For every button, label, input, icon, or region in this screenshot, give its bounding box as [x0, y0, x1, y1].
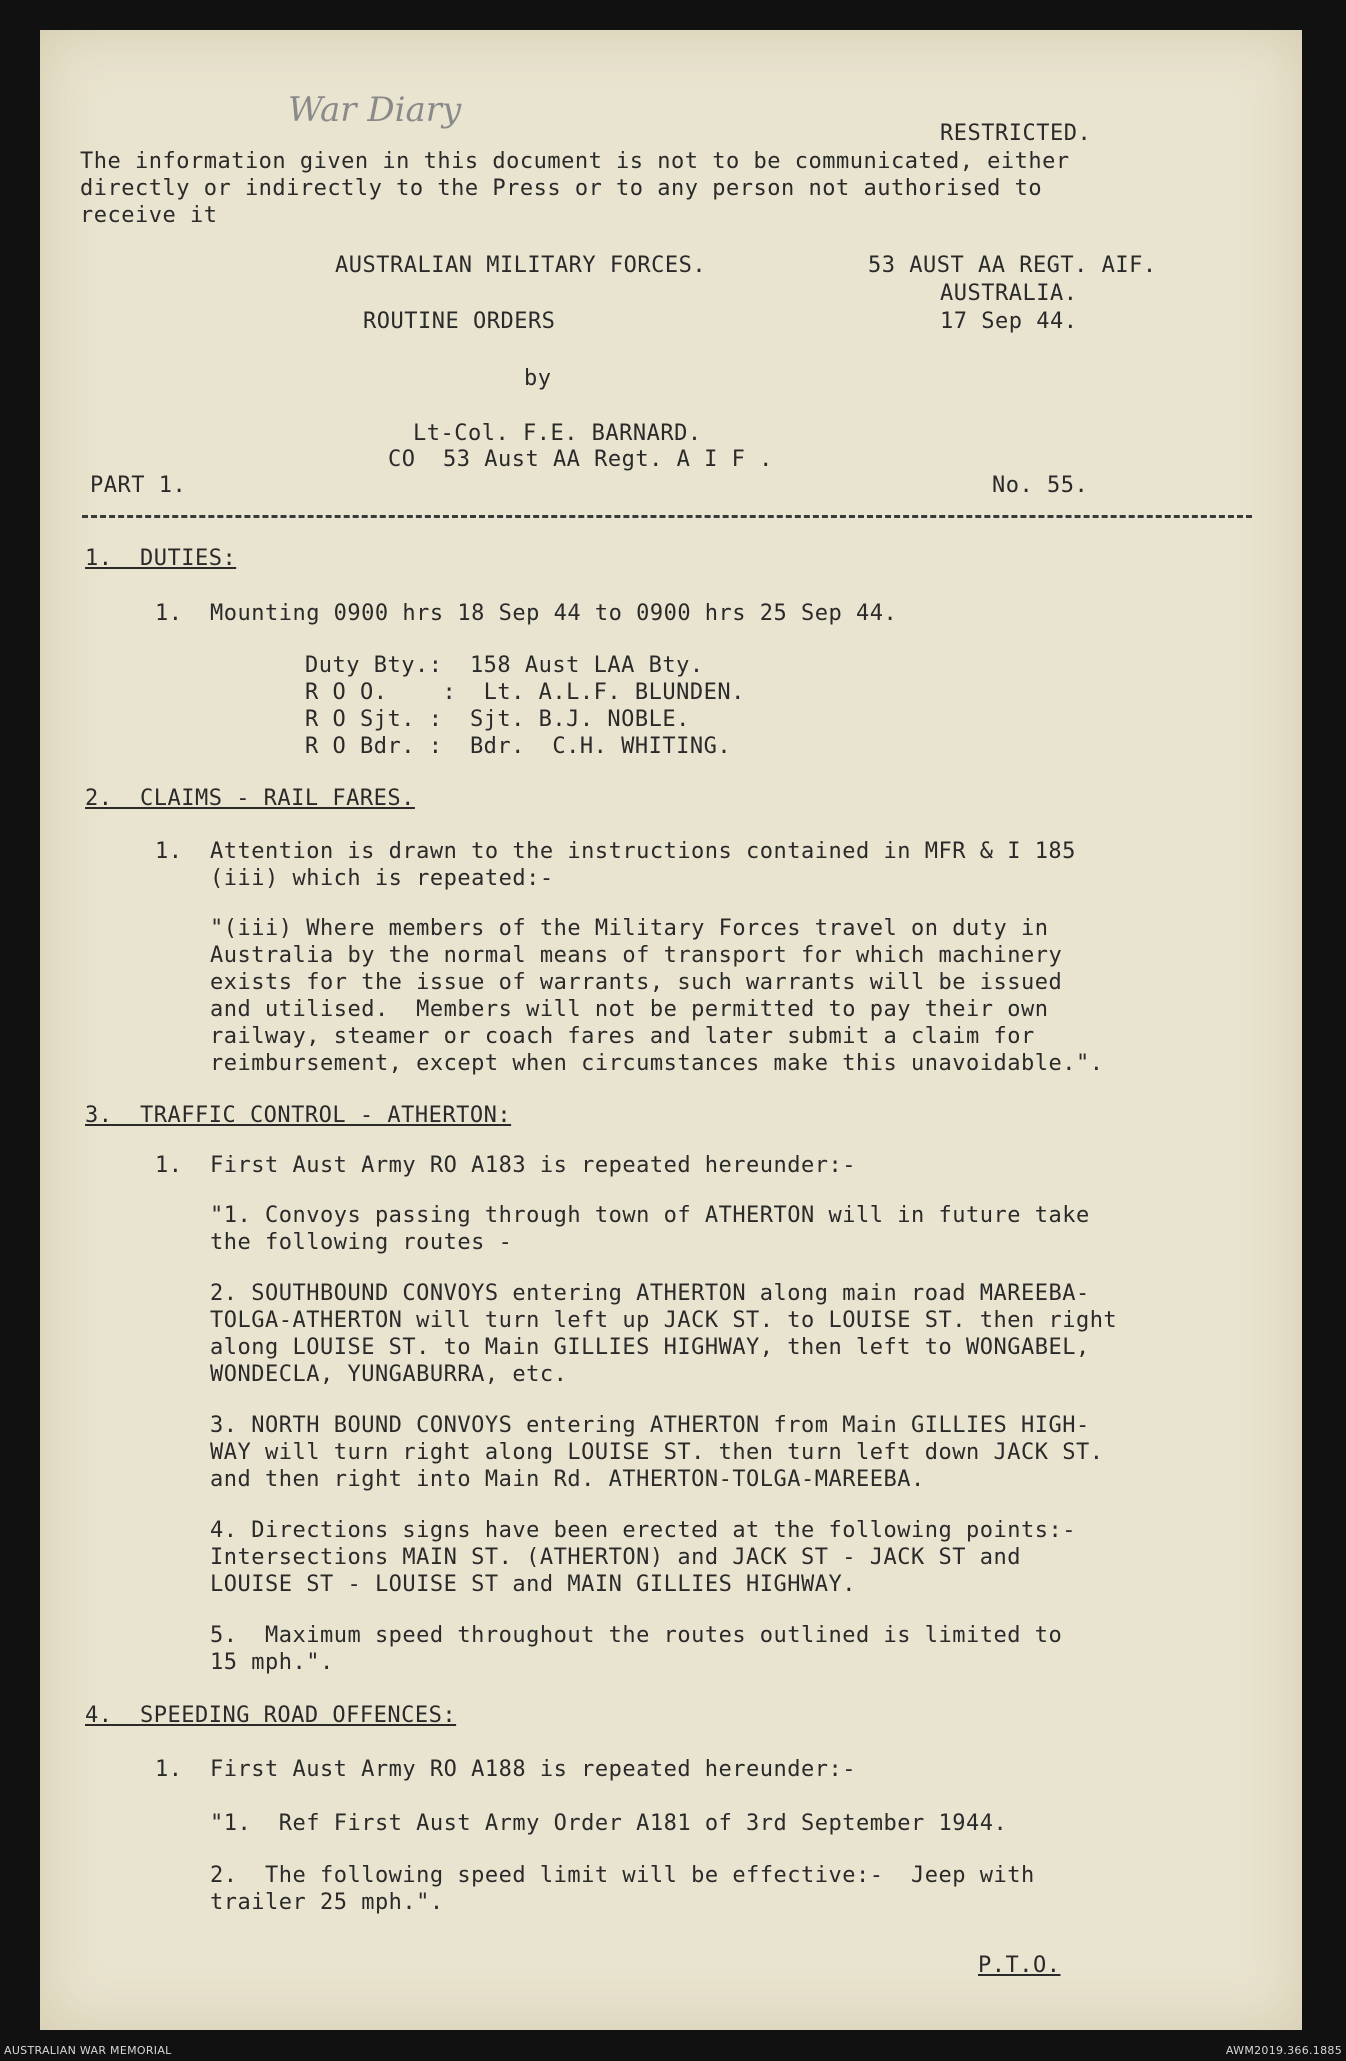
unit-name: 53 AUST AA REGT. AIF.: [868, 253, 1157, 278]
document-page: [40, 30, 1302, 2030]
duty-line: R O O. : Lt. A.L.F. BLUNDEN.: [305, 680, 745, 705]
section-item: 1. First Aust Army RO A188 is repeated hereunder:-: [155, 1757, 857, 1782]
quote-line: railway, steamer or coach fares and later submit a claim for: [210, 1024, 1035, 1049]
security-notice-line: receive it: [80, 203, 218, 228]
order-paragraph-line: "1. Convoys passing through town of ATHERTON will in future take: [210, 1203, 1090, 1228]
section-item: 1. First Aust Army RO A183 is repeated hereunder:-: [155, 1153, 857, 1178]
security-notice-line: The information given in this document is not to be communicated, either: [80, 149, 1070, 174]
section-item: 1. Mounting 0900 hrs 18 Sep 44 to 0900 hrs 25 Sep 44.: [155, 601, 898, 626]
order-paragraph-line: 4. Directions signs have been erected at the following points:-: [210, 1518, 1076, 1543]
duty-line: R O Bdr. : Bdr. C.H. WHITING.: [305, 734, 732, 759]
officer-role: CO 53 Aust AA Regt. A I F .: [388, 447, 773, 472]
order-paragraph-line: along LOUISE ST. to Main GILLIES HIGHWAY, then left to WONGABEL,: [210, 1335, 1090, 1360]
section-heading: 4. SPEEDING ROAD OFFENCES:: [85, 1703, 457, 1728]
location: AUSTRALIA.: [940, 281, 1078, 306]
section-heading: 3. TRAFFIC CONTROL - ATHERTON:: [85, 1103, 512, 1128]
document-title: ROUTINE ORDERS: [363, 309, 556, 334]
order-paragraph-line: 2. SOUTHBOUND CONVOYS entering ATHERTON along main road MAREEBA-: [210, 1281, 1090, 1306]
quote-line: "(iii) Where members of the Military Forces travel on duty in: [210, 916, 1049, 941]
section-item: (iii) which is repeated:-: [155, 866, 554, 891]
order-paragraph-line: 2. The following speed limit will be effective:- Jeep with: [210, 1863, 1035, 1888]
order-number: No. 55.: [992, 473, 1089, 498]
duty-line: R O Sjt. : Sjt. B.J. NOBLE.: [305, 707, 690, 732]
classification-label: RESTRICTED.: [940, 121, 1092, 146]
by-label: by: [524, 366, 552, 391]
section-item: 1. Attention is drawn to the instructions contained in MFR & I 185: [155, 839, 1076, 864]
part-label: PART 1.: [90, 473, 187, 498]
section-heading: 2. CLAIMS - RAIL FARES.: [85, 786, 415, 811]
handwritten-note: War Diary: [288, 90, 462, 130]
order-paragraph-line: 3. NORTH BOUND CONVOYS entering ATHERTON from Main GILLIES HIGH-: [210, 1413, 1090, 1438]
section-heading: 1. DUTIES:: [85, 546, 237, 571]
order-paragraph-line: trailer 25 mph.".: [210, 1890, 444, 1915]
quote-line: exists for the issue of warrants, such warrants will be issued: [210, 970, 1063, 995]
quote-line: and utilised. Members will not be permitted to pay their own: [210, 997, 1049, 1022]
officer-name: Lt-Col. F.E. BARNARD.: [413, 421, 702, 446]
document-date: 17 Sep 44.: [940, 309, 1078, 334]
order-paragraph-line: and then right into Main Rd. ATHERTON-TOLGA-MAREEBA.: [210, 1467, 925, 1492]
order-paragraph-line: 5. Maximum speed throughout the routes outlined is limited to: [210, 1623, 1063, 1648]
order-paragraph-line: Intersections MAIN ST. (ATHERTON) and JACK ST - JACK ST and: [210, 1545, 1021, 1570]
security-notice-line: directly or indirectly to the Press or to any person not authorised to: [80, 176, 1043, 201]
duty-line: Duty Bty.: 158 Aust LAA Bty.: [305, 653, 704, 678]
order-paragraph-line: TOLGA-ATHERTON will turn left up JACK ST. to LOUISE ST. then right: [210, 1308, 1118, 1333]
footer-reference: AWM2019.366.1885: [1225, 2044, 1342, 2057]
footer-source: AUSTRALIAN WAR MEMORIAL: [4, 2044, 172, 2057]
order-paragraph-line: WONDECLA, YUNGABURRA, etc.: [210, 1362, 568, 1387]
pto-label: P.T.O.: [978, 1953, 1061, 1978]
order-paragraph-line: WAY will turn right along LOUISE ST. then turn left down JACK ST.: [210, 1440, 1104, 1465]
order-paragraph-line: 15 mph.".: [210, 1650, 334, 1675]
organisation-title: AUSTRALIAN MILITARY FORCES.: [335, 253, 707, 278]
order-paragraph-line: "1. Ref First Aust Army Order A181 of 3rd September 1944.: [210, 1811, 1008, 1836]
order-paragraph-line: LOUISE ST - LOUISE ST and MAIN GILLIES HIGHWAY.: [210, 1572, 857, 1597]
quote-line: reimbursement, except when circumstances make this unavoidable.".: [210, 1051, 1104, 1076]
order-paragraph-line: the following routes -: [210, 1230, 513, 1255]
header-divider: [82, 515, 1252, 518]
quote-line: Australia by the normal means of transport for which machinery: [210, 943, 1063, 968]
